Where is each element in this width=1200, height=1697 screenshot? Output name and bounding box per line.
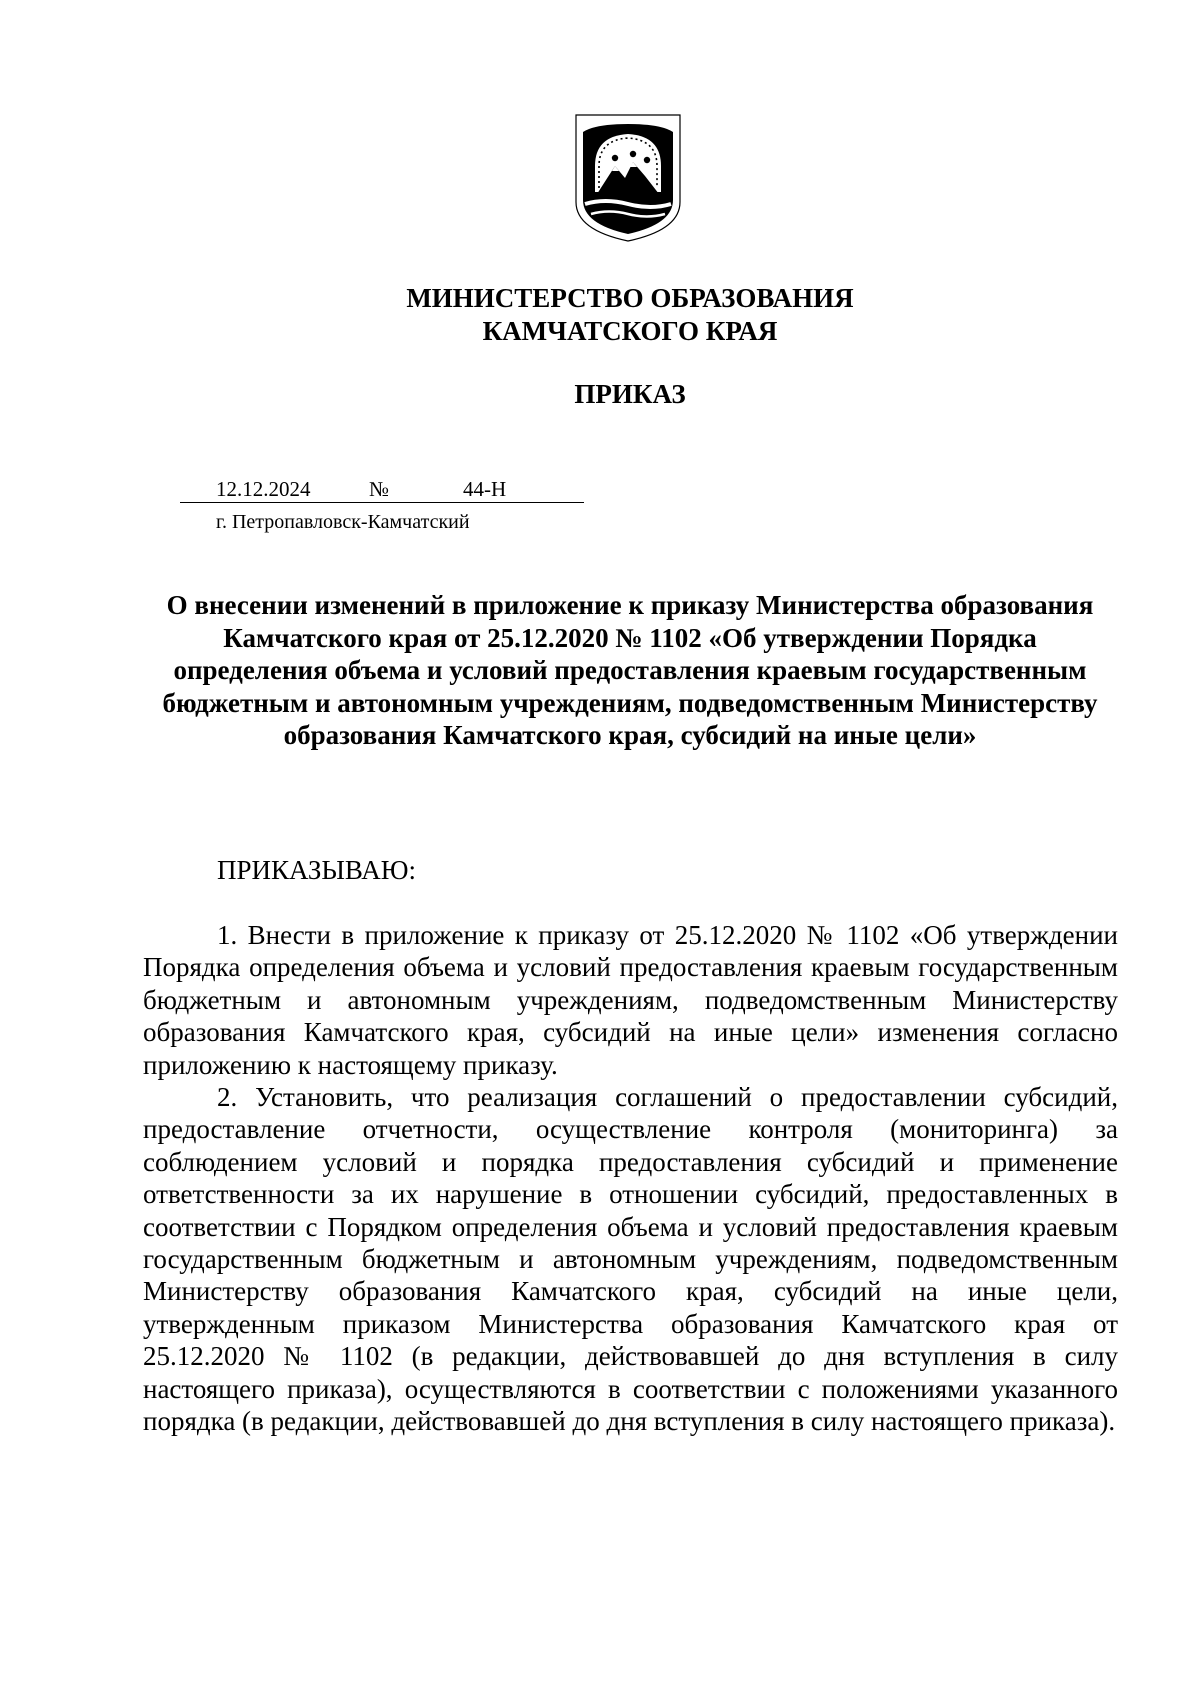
document-title: О внесении изменений в приложение к приказу Министерства образования Камчатского края от 25.12.2020 № 1102 «Об утверждении Порядка определения объема и условий предоставления краевым государственным бюджетным и автономным учреждениям, подведомственным Министерству образования Камчатского края, субсидий на иные цели»	[162, 590, 1098, 750]
organization-line-1: МИНИСТЕРСТВО ОБРАЗОВАНИЯ	[406, 283, 854, 313]
organization-name	[0, 282, 1200, 348]
kamchatka-coat-of-arms-icon	[575, 114, 681, 242]
number-sign: №	[369, 477, 390, 501]
order-word: ПРИКАЗЫВАЮ:	[217, 855, 416, 885]
document-body	[143, 919, 1118, 1438]
city-name: г. Петропавловск-Камчатский	[216, 511, 470, 533]
paragraph-1: 1. Внести в приложение к приказу от 25.12.2020 № 1102 «Об утверждении Порядка определения объема и условий предоставления краевым государственным бюджетным и автономным учреждениям, подведомственным Министерству образования Камчатского края, субсидий на иные цели» изменения согласно приложению к настоящему приказу.	[143, 920, 1118, 1080]
document-type: ПРИКАЗ	[574, 379, 686, 409]
organization-line-2: КАМЧАТСКОГО КРАЯ	[482, 316, 778, 346]
document-date: 12.12.2024	[216, 477, 311, 501]
paragraph-2: 2. Установить, что реализация соглашений о предоставлении субсидий, предоставление отчетности, осуществление контроля (мониторинга) за соблюдением условий и порядка предоставления субсидий и применение ответственности за их нарушение в отношении субсидий, предоставленных в соответствии с Порядком определения объема и условий предоставления краевым государственным бюджетным и автономным учреждениям, подведомственным Министерству образования Камчатского края, субсидий на иные цели, утвержденным приказом Министерства образования Камчатского края от 25.12.2020 № 1102 (в редакции, действовавшей до дня вступления в силу настоящего приказа), осуществляются в соответствии с положениями указанного порядка (в редакции, действовавшей до дня вступления в силу настоящего приказа).	[143, 1082, 1118, 1437]
date-number-line	[180, 476, 584, 503]
document-number: 44-Н	[463, 477, 507, 501]
